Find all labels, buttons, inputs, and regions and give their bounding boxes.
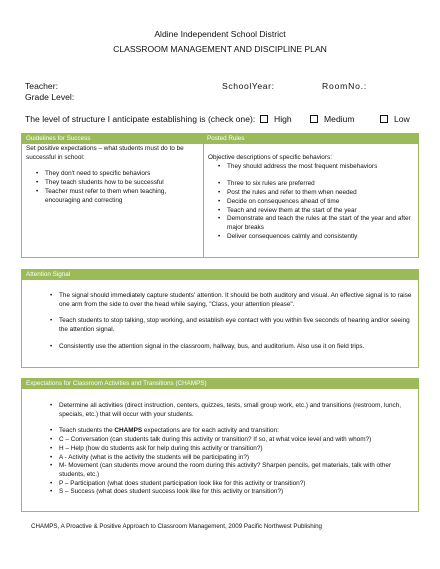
attention-signal-content [40, 292, 412, 352]
list-item: • Decide on consequences ahead of time [208, 198, 416, 207]
footer-citation: CHAMPS, A Proactive & Positive Approach to Classroom Management, 2009 Pacific Northwest Publishing [31, 523, 322, 530]
teacher-label: Teacher: [25, 81, 58, 91]
champs-list-1 [40, 402, 414, 419]
guidelines-heading: Guidelines for Success [26, 135, 91, 142]
champs-header: Expectations for Classroom Activities and Transitions (CHAMPS) [22, 379, 418, 389]
champs-content [40, 402, 414, 497]
list-item: • P – Participation (what does student participation look like for this activity or transition?) [40, 480, 414, 489]
champs-list-2 [40, 427, 414, 497]
attention-signal-header: Attention Signal [22, 270, 418, 280]
posted-rules-intro: Objective descriptions of specific behaviors: [208, 154, 332, 161]
list-item: • A - Activity (what is the activity the students will be participating in?) [40, 454, 414, 463]
option-high[interactable] [260, 114, 292, 124]
champs-acronym: CHAMPS [114, 427, 143, 435]
list-item: • Three to six rules are preferred [208, 180, 416, 189]
guidelines-rules-box [21, 133, 419, 258]
school-year-label: SchoolYear: [222, 81, 275, 91]
list-item: • Demonstrate and teach the rules at the start of the year and after major breaks [208, 215, 416, 232]
posted-rules-heading: Posted Rules [207, 135, 245, 142]
list-item: • Consistently use the attention signal in the classroom, hallway, bus, and auditorium. Also use it on field trips. [40, 343, 412, 352]
champs-intro-pre: Teach students the [59, 427, 115, 435]
attention-list [40, 292, 412, 309]
list-item: • S – Success (what does student success look like for this activity or transition?) [40, 488, 414, 497]
list-item: • They teach students how to be successful [26, 179, 198, 188]
guidelines-rules-header [22, 134, 418, 144]
option-medium-label: Medium [324, 114, 355, 124]
attention-list-2 [40, 317, 412, 334]
list-item: • Determine all activities (direct instruction, centers, quizzes, tests, small group work, etc.) and transitions (restroom, lunch, specials, etc.) that will occur with your students. [40, 402, 414, 419]
checkbox-low[interactable] [380, 115, 388, 123]
column-divider [203, 144, 204, 257]
option-low-label: Low [394, 114, 410, 124]
posted-rules-first-list [208, 163, 416, 172]
list-item: • They should address the most frequent misbehaviors [208, 163, 416, 172]
option-medium[interactable] [310, 114, 355, 124]
room-no-label: RoomNo.: [322, 81, 368, 91]
list-item: • The signal should immediately capture students' attention. It should be both auditory and visual. An effective signal is to raise one arm from the side to over the head while saying, "Class, your attention please". [40, 292, 412, 309]
list-item: • Deliver consequences calmly and consistently [208, 233, 416, 242]
attention-signal-box [21, 269, 419, 368]
grade-level-label: Grade Level: [25, 92, 75, 102]
district-name: Aldine Independent School District [154, 29, 286, 39]
list-item: • Teach and review them at the start of the year [208, 207, 416, 216]
posted-rules-column [208, 154, 416, 241]
list-item: • C – Conversation (can students talk during this activity or transition? If so, at what voice level and with whom?) [40, 436, 414, 445]
checkbox-high[interactable] [260, 115, 268, 123]
guidelines-column [26, 145, 198, 205]
option-low[interactable] [380, 114, 410, 124]
list-item: • M- Movement (can students move around the room during this activity? Sharpen pencils, get materials, talk with other students, etc.) [40, 462, 414, 479]
structure-prompt: The level of structure I anticipate establishing is (check one): [25, 114, 256, 124]
checkbox-medium[interactable] [310, 115, 318, 123]
guidelines-intro: Set positive expectations – what students must do to be successful in school: [26, 145, 184, 161]
list-item: • They don't need to specific behaviors [26, 170, 198, 179]
list-item: • Teacher must refer to them when teaching, encouraging and correcting [26, 188, 198, 205]
list-item: • Post the rules and refer to them when needed [208, 189, 416, 198]
attention-list-3 [40, 343, 412, 352]
list-item [40, 427, 414, 436]
champs-box [21, 378, 419, 512]
champs-intro-post: expectations are for each activity and transition: [142, 427, 279, 435]
guidelines-list [26, 170, 198, 205]
list-item: • Teach students to stop talking, stop working, and establish eye contact with you within five seconds of hearing and/or seeing the attention signal. [40, 317, 412, 334]
page-title: CLASSROOM MANAGEMENT AND DISCIPLINE PLAN [113, 44, 327, 54]
list-item: • H – Help (how do students ask for help during this activity or transition?) [40, 445, 414, 454]
posted-rules-list [208, 180, 416, 241]
option-high-label: High [274, 114, 292, 124]
